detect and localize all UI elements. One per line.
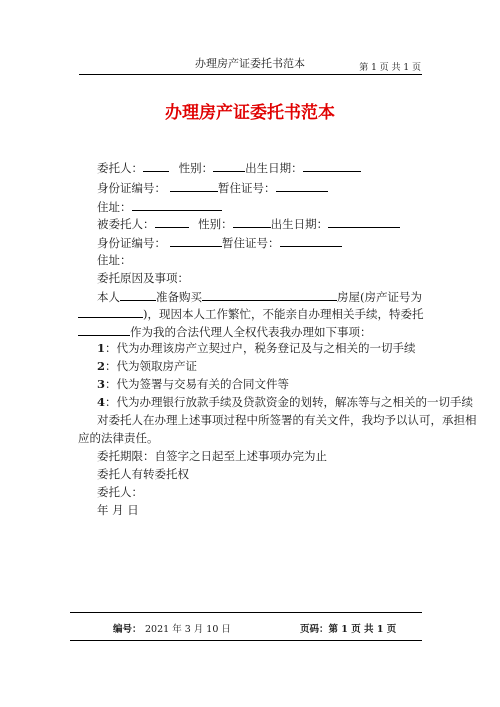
p1-intend: 准备购买 bbox=[156, 290, 202, 304]
reason-heading: 委托原因及事项： bbox=[97, 271, 189, 285]
agent-id-line bbox=[97, 235, 342, 250]
header-page-number: 第 1 页 共 1 页 bbox=[359, 63, 421, 73]
agent-label: 被委托人： bbox=[97, 217, 155, 231]
p1-name-blank bbox=[120, 289, 156, 301]
p3-text: 作为我的合法代理人全权代表我办理如下事项： bbox=[130, 325, 372, 339]
agent-id-blank bbox=[170, 235, 222, 247]
document-title: 办理房产证委托书范本 bbox=[165, 103, 335, 123]
item-2-text: ：代为领取房产证 bbox=[105, 359, 198, 373]
footer-date: 2021 年 3 月 10 日 bbox=[145, 624, 231, 635]
item-3 bbox=[97, 377, 289, 391]
client-birth-blank bbox=[303, 160, 361, 172]
agent-permit-blank bbox=[280, 235, 342, 247]
client-label: 委托人： bbox=[97, 161, 143, 175]
agent-birth-blank bbox=[328, 216, 400, 228]
date-line: 年 月 日 bbox=[97, 503, 139, 517]
client-address-line bbox=[97, 199, 222, 214]
item-1-text: ：代为办理该房产立契过户，税务登记及与之相关的一切手续 bbox=[105, 341, 416, 355]
footer-number-label: 编号： bbox=[113, 624, 142, 635]
item-2 bbox=[97, 359, 197, 373]
agent-permit-label: 暂住证号： bbox=[222, 236, 280, 250]
item-2-number: 2 bbox=[97, 359, 106, 373]
agent-gender-blank bbox=[233, 216, 271, 228]
agent-line bbox=[97, 216, 400, 231]
p1-self: 本人 bbox=[97, 290, 120, 304]
paragraph-1 bbox=[97, 289, 422, 304]
agent-name-inline-blank bbox=[78, 324, 130, 336]
client-permit-blank bbox=[276, 180, 328, 192]
cert-number-blank bbox=[78, 306, 143, 318]
signer-line: 委托人： bbox=[97, 485, 143, 499]
agent-address-label: 住址： bbox=[97, 253, 132, 267]
client-line bbox=[97, 160, 361, 175]
header-divider bbox=[79, 74, 422, 75]
paragraph-2 bbox=[78, 306, 423, 321]
client-id-label: 身份证编号： bbox=[97, 181, 166, 195]
client-id-line bbox=[97, 180, 328, 195]
agent-birth-label: 出生日期： bbox=[270, 217, 329, 231]
item-4-number: 4 bbox=[97, 395, 106, 409]
client-permit-label: 暂住证号： bbox=[218, 181, 276, 195]
client-gender-blank bbox=[213, 160, 245, 172]
client-address-label: 住址： bbox=[97, 200, 132, 214]
agent-address-line bbox=[97, 253, 132, 267]
client-birth-label: 出生日期： bbox=[245, 161, 303, 175]
item-3-number: 3 bbox=[97, 377, 106, 391]
item-1 bbox=[97, 341, 416, 355]
item-4-text: ：代为办理银行放款手续及贷款资金的划转，解冻等与之相关的一切手续 bbox=[105, 395, 474, 409]
transfer-line: 委托人有转委托权 bbox=[97, 467, 189, 481]
confirm-line-2: 应的法律责任。 bbox=[78, 431, 159, 445]
p1-cert: 房屋(房产证号为 bbox=[337, 290, 422, 304]
footer-divider-top bbox=[70, 612, 422, 613]
p1-property-blank bbox=[202, 289, 337, 301]
p2-text: )，现因本人工作繁忙，不能亲自办理相关手续，特委托 bbox=[143, 307, 424, 321]
confirm-line-1: 对委托人在办理上述事项过程中所签署的有关文件，我均予以认可，承担相 bbox=[97, 413, 477, 427]
agent-name-blank bbox=[155, 216, 189, 228]
period-line: 委托期限：自签字之日起至上述事项办完为止 bbox=[97, 449, 327, 463]
agent-id-label: 身份证编号： bbox=[97, 236, 166, 250]
item-1-number: 1 bbox=[97, 341, 106, 355]
paragraph-3 bbox=[78, 324, 372, 339]
agent-gender-label: 性别： bbox=[198, 217, 233, 231]
footer-page-number: 页码：第 1 页 共 1 页 bbox=[300, 624, 397, 635]
client-name-blank bbox=[143, 160, 169, 172]
item-3-text: ：代为签署与交易有关的合同文件等 bbox=[105, 377, 290, 391]
client-address-blank bbox=[132, 199, 222, 211]
item-4 bbox=[97, 395, 473, 409]
client-id-blank bbox=[170, 180, 218, 192]
footer-divider-bottom bbox=[70, 640, 422, 641]
header-title: 办理房产证委托书范本 bbox=[195, 57, 305, 70]
client-gender-label: 性别： bbox=[178, 161, 214, 175]
